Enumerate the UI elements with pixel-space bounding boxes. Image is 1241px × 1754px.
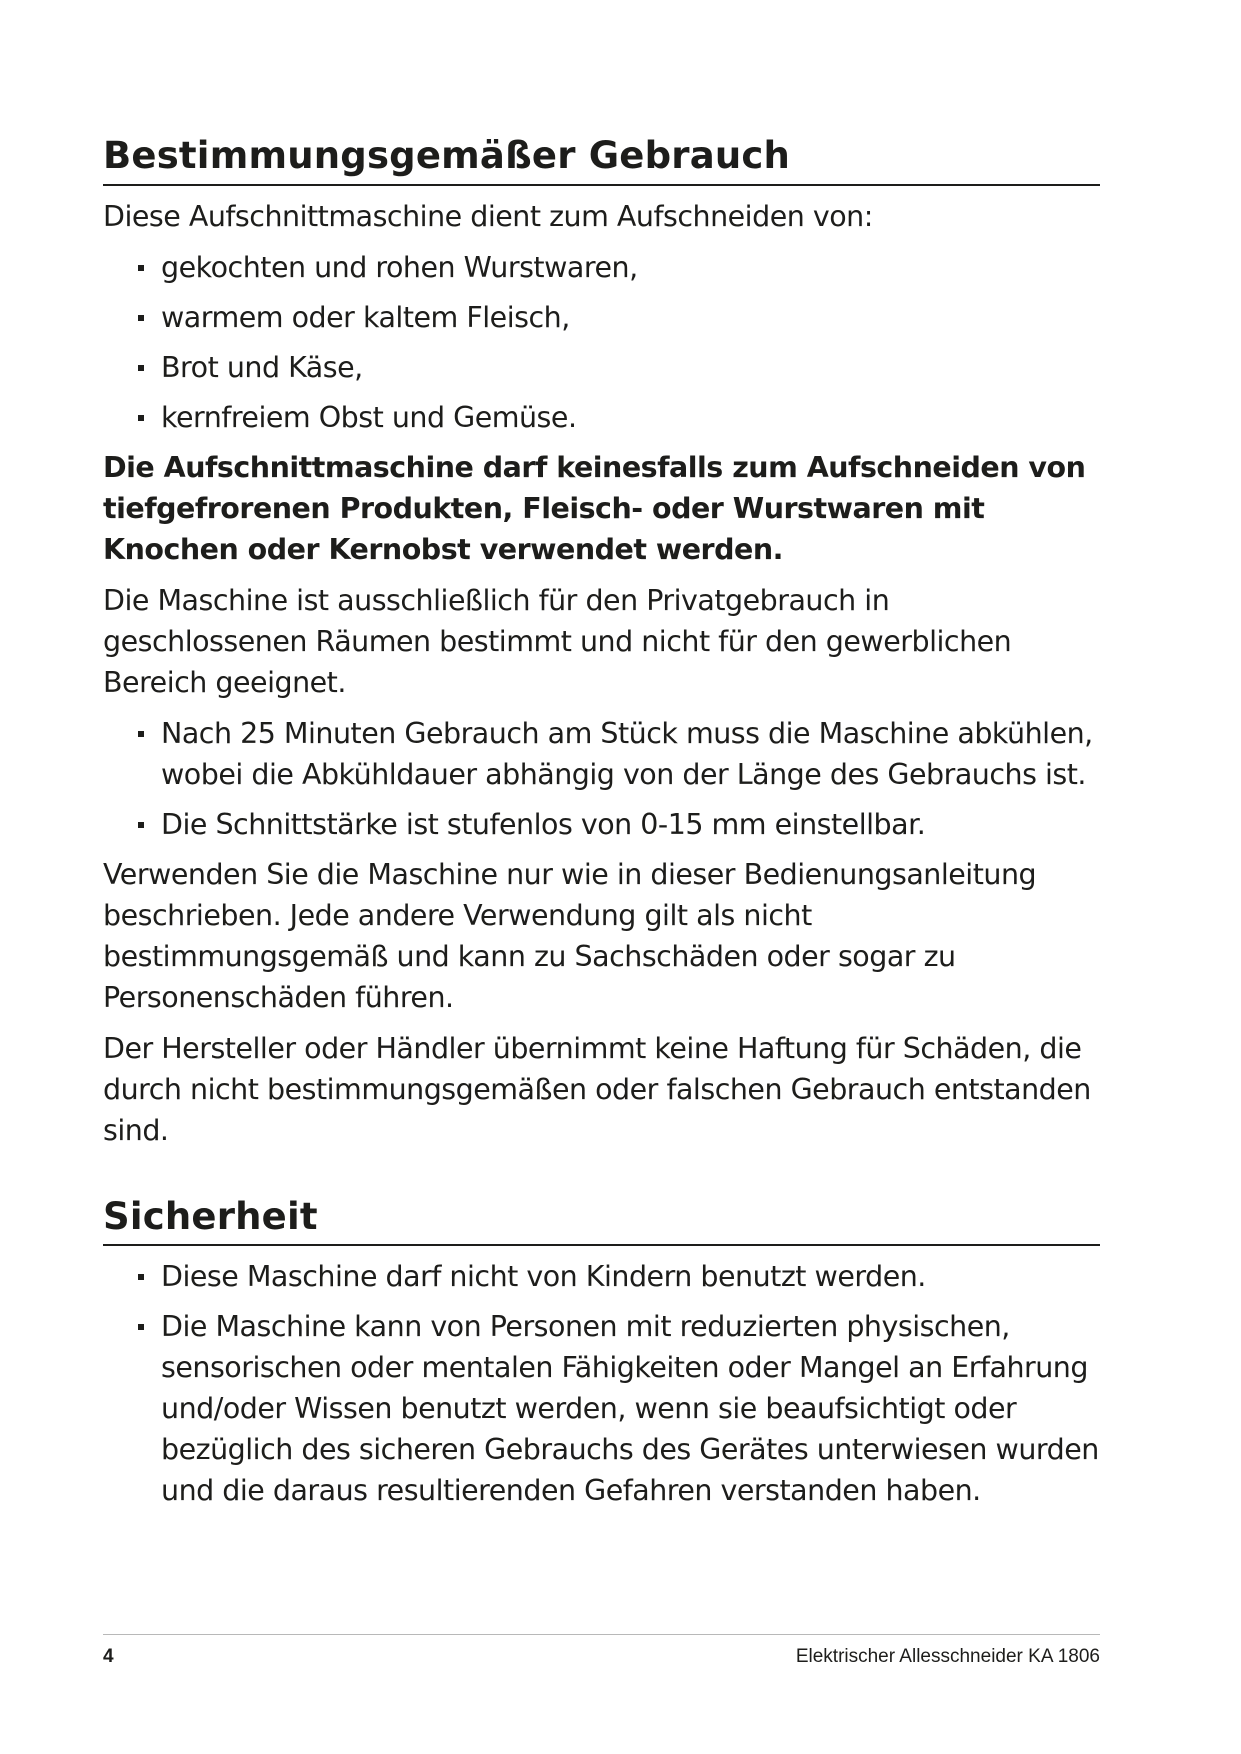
list-item: kernfreiem Obst und Gemüse.	[133, 397, 1100, 438]
section-title-intended-use: Bestimmungsgemäßer Gebrauch	[103, 134, 791, 177]
bullet-square-icon	[138, 1274, 144, 1280]
bullet-square-icon	[138, 822, 144, 828]
list-item: Brot und Käse,	[133, 347, 1100, 388]
page-footer	[103, 1646, 1100, 1668]
list-item: gekochten und rohen Wurstwaren,	[133, 247, 1100, 288]
liability-paragraph: Der Hersteller oder Händler übernimmt keine Haftung für Schäden, die durch nicht bestimmungsgemäßen oder falschen Gebrauch entstanden sind.	[103, 1031, 1091, 1147]
intro-paragraph: Diese Aufschnittmaschine dient zum Aufschneiden von:	[103, 199, 873, 233]
private-use-paragraph: Die Maschine ist ausschließlich für den Privatgebrauch in geschlossenen Räumen bestimmt und nicht für den gewerblichen Bereich geeignet.	[103, 583, 1012, 699]
food-list	[103, 247, 1100, 438]
bullet-square-icon	[138, 731, 144, 737]
footer-rule	[103, 1634, 1100, 1635]
bullet-square-icon	[138, 315, 144, 321]
list-item: Die Maschine kann von Personen mit reduzierten physischen, sensorischen oder mentalen Fähigkeiten oder Mangel an Erfahrung und/oder Wissen benutzt werden, wenn sie beaufsichtigt oder bezüglich des sicheren Gebrauchs des Gerätes unterwiesen wurden und die daraus resultierenden Gefahren verstanden haben.	[133, 1306, 1100, 1511]
section-spacer	[103, 1161, 1100, 1195]
section-rule	[103, 184, 1100, 186]
usage-paragraph: Verwenden Sie die Maschine nur wie in dieser Bedienungsanleitung beschrieben. Jede andere Verwendung gilt als nicht bestimmungsgemäß und kann zu Sachschäden oder sogar zu Personenschäden führen.	[103, 857, 1037, 1014]
section-title-safety: Sicherheit	[103, 1194, 318, 1238]
list-item: Die Schnittstärke ist stufenlos von 0-15 mm einstellbar.	[133, 804, 1100, 845]
list-item: warmem oder kaltem Fleisch,	[133, 297, 1100, 338]
bullet-square-icon	[138, 365, 144, 371]
page-number: 4	[103, 1646, 114, 1667]
notes-list	[103, 713, 1100, 845]
safety-list	[103, 1256, 1100, 1511]
bullet-square-icon	[138, 415, 144, 421]
section-rule	[103, 1244, 1100, 1246]
list-item: Nach 25 Minuten Gebrauch am Stück muss die Maschine abkühlen, wobei die Abkühldauer abhängig von der Länge des Gebrauchs ist.	[133, 713, 1100, 795]
page-content	[103, 134, 1100, 1520]
product-name: Elektrischer Allesschneider KA 1806	[795, 1646, 1100, 1667]
bullet-square-icon	[138, 265, 144, 271]
warning-paragraph: Die Aufschnittmaschine darf keinesfalls zum Aufschneiden von tiefgefrorenen Produkten, Fleisch- oder Wurstwaren mit Knochen oder Kernobst verwendet werden.	[103, 450, 1086, 566]
bullet-square-icon	[138, 1324, 144, 1330]
list-item: Diese Maschine darf nicht von Kindern benutzt werden.	[133, 1256, 1100, 1297]
